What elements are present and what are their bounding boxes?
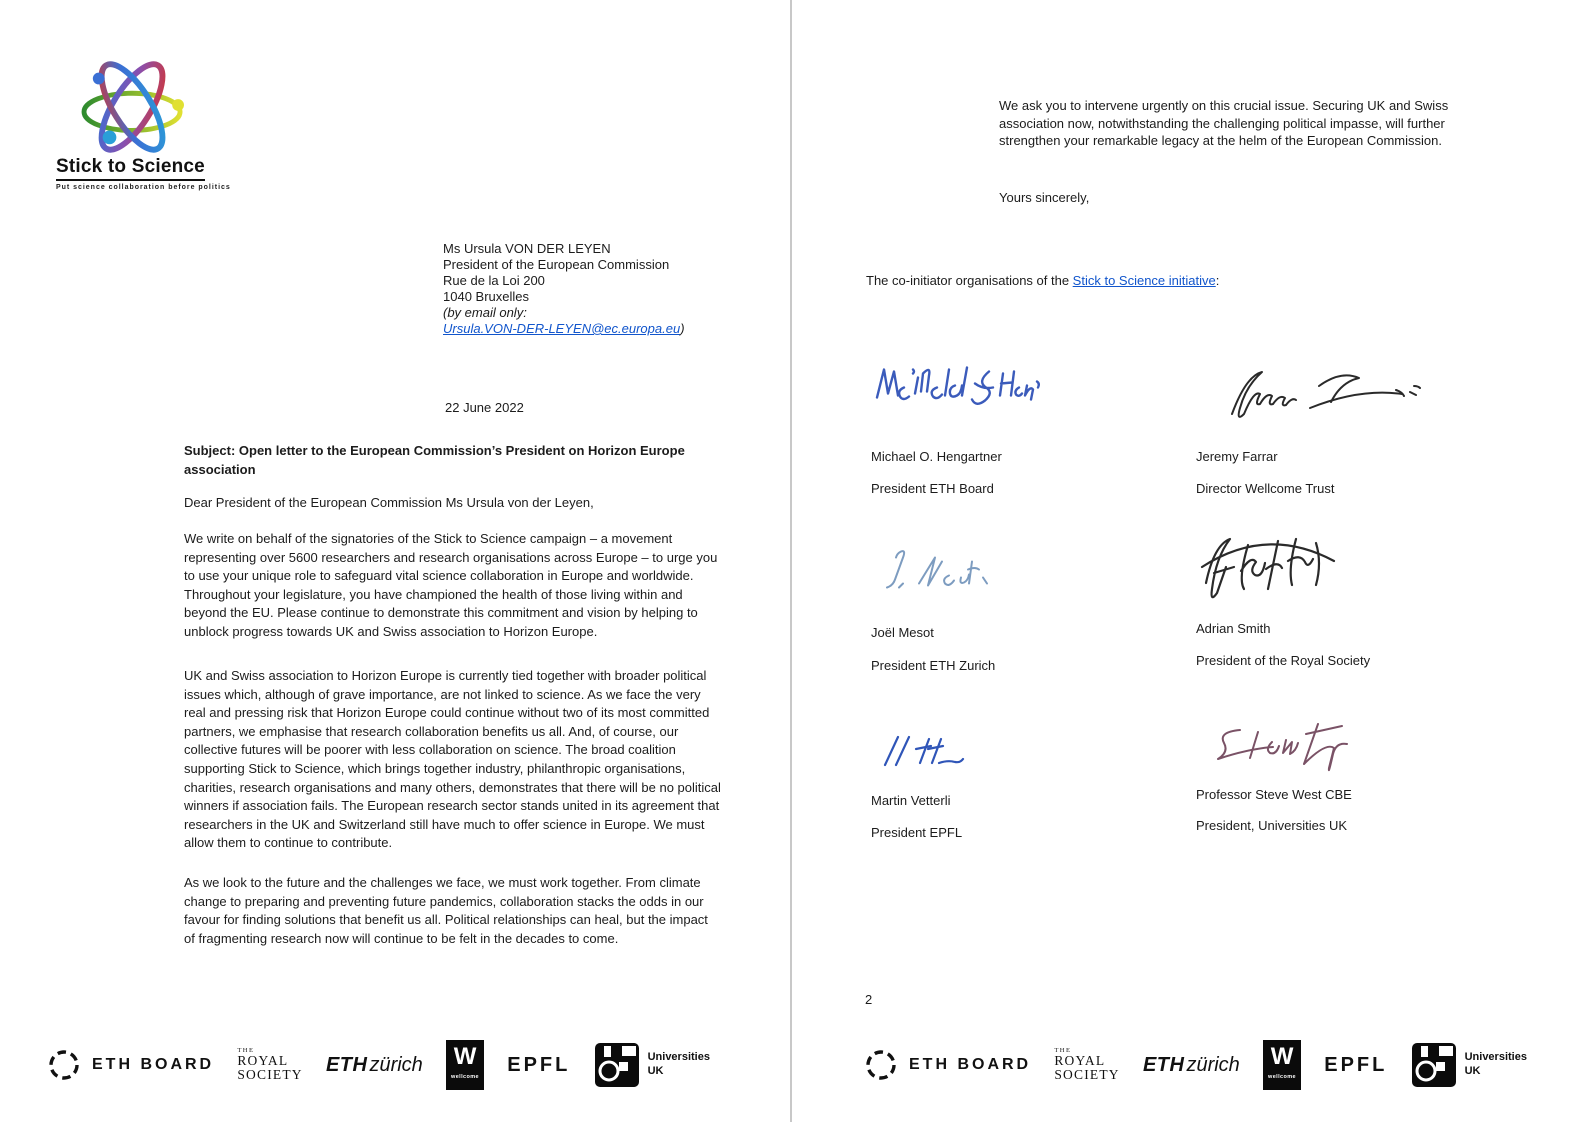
vetterli-signature	[875, 724, 970, 774]
eth-zurich-logo	[1143, 1054, 1240, 1077]
signatory-name: Joël Mesot	[871, 625, 934, 640]
wellcome-icon	[446, 1040, 484, 1090]
eth-board-icon	[46, 1047, 82, 1083]
wellcome-w: W	[453, 1043, 477, 1070]
royal-society-the: THE	[1054, 1046, 1072, 1054]
recipient-street: Rue de la Loi 200	[443, 273, 545, 288]
signatory-title: President, Universities UK	[1196, 818, 1347, 833]
farrar-signature	[1214, 363, 1424, 425]
eth-board-label: ETH BOARD	[92, 1056, 215, 1073]
wellcome-logo	[446, 1040, 484, 1090]
signatory-name: Professor Steve West CBE	[1196, 787, 1352, 802]
signatory-title: President ETH Board	[871, 481, 994, 496]
uk-word: UK	[647, 1065, 664, 1077]
west-signature	[1206, 715, 1361, 775]
recipient-city: 1040 Bruxelles	[443, 289, 529, 304]
eth-zurich-city: zürich	[1186, 1053, 1240, 1076]
signatory-title: President EPFL	[871, 825, 963, 840]
logo-title: Stick to Science	[56, 156, 205, 181]
eth-board-icon	[863, 1047, 899, 1083]
signatory-hengartner	[871, 355, 1201, 496]
yours-sincerely: Yours sincerely,	[999, 190, 1090, 205]
email-line	[443, 321, 685, 337]
royal-society-royal: ROYAL	[1054, 1053, 1106, 1069]
email-note: (by email only:	[443, 305, 527, 320]
universities-uk-icon	[594, 1042, 640, 1088]
letter-date: 22 June 2022	[445, 400, 524, 415]
page-divider	[790, 0, 792, 1122]
signatory-title: President of the Royal Society	[1196, 653, 1371, 668]
eth-board-logo	[863, 1047, 1031, 1083]
eth-zurich-city: zürich	[369, 1053, 423, 1076]
universities-uk-icon	[1411, 1042, 1457, 1088]
wellcome-icon	[1263, 1040, 1301, 1090]
eth-board-label: ETH BOARD	[909, 1056, 1032, 1073]
partner-logos-footer-page1	[46, 1034, 710, 1096]
coinitiator-suffix: :	[1215, 273, 1220, 288]
eth-zurich-eth: ETH	[1142, 1053, 1185, 1076]
universities-uk-logo	[1411, 1042, 1527, 1088]
recipient-name: Ms Ursula VON DER LEYEN	[443, 241, 611, 256]
royal-society-logo	[237, 1048, 302, 1083]
universities-uk-logo	[594, 1042, 710, 1088]
royal-society-society: SOCIETY	[1054, 1067, 1120, 1083]
closing-paragraph: We ask you to intervene urgently on this crucial issue. Securing UK and Swiss association now, notwithstanding the challenging political impasse, will further strengthen your remarkable legacy at the helm of the European Commission.	[999, 98, 1449, 148]
salutation: Dear President of the European Commission Ms Ursula von der Leyen,	[184, 495, 594, 510]
recipient-address	[443, 241, 685, 337]
royal-society-logo	[1054, 1048, 1119, 1083]
signatory-title: Director Wellcome Trust	[1196, 481, 1335, 496]
signatory-mesot	[871, 530, 1201, 673]
body-paragraph-1: We write on behalf of the signatories of the Stick to Science campaign – a movement representing over 5600 researchers and research organisations across Europe – to urge you to use your unique role to safeguard vital science collaboration in Europe and worldwide. Throughout your legislature, you have championed the health of those living within and beyond the EU. Please continue to demonstrate this commitment and vision by helping to unblock progress towards UK and Swiss association to Horizon Europe.	[184, 531, 718, 639]
wellcome-label: wellcome	[1268, 1074, 1297, 1080]
logo-tagline: Put science collaboration before politics	[56, 184, 231, 191]
eth-board-logo	[46, 1047, 214, 1083]
universities-uk-label	[1465, 1051, 1527, 1079]
mesot-signature	[879, 542, 1004, 600]
eth-zurich-logo	[326, 1054, 423, 1077]
signatory-smith	[1196, 525, 1526, 668]
subject-line: Subject: Open letter to the European Commission’s President on Horizon Europe association	[184, 443, 685, 477]
wellcome-logo	[1263, 1040, 1301, 1090]
smith-signature	[1196, 531, 1341, 615]
hengartner-signature	[871, 355, 1041, 430]
email-suffix: )	[680, 321, 685, 336]
epfl-logo: EPFL	[507, 1053, 571, 1076]
recipient-role: President of the European Commission	[443, 257, 670, 272]
epfl-logo: EPFL	[1324, 1053, 1388, 1076]
body-paragraph-2: UK and Swiss association to Horizon Europe is currently tied together with broader political issues which, although of grave importance, are not linked to science. As we face the very real and pressing risk that Horizon Europe could continue without two of its most committed partners, we emphasise that research collaboration benefits us all. And, of course, our collective futures will be poorer with less collaboration on science. The broad coalition supporting Stick to Science, which brings together industry, philanthropic organisations, charities, research organisations and many others, demonstrates that there will be no political winners if association fails. The European research sector stands united in its agreement that researchers in the UK and Switzerland still have much to offer science in Europe. We must allow them to continue to contribute.	[184, 668, 721, 851]
coinitiator-prefix: The co-initiator organisations of the	[866, 273, 1073, 288]
body-paragraph-3: As we look to the future and the challenges we face, we must work together. From climate change to preparing and preventing future pandemics, collaboration stacks the odds in our favour for finding solutions that benefit us all. Political relationships can heal, but the impact of fragmenting research now will continue to be felt in the decades to come.	[184, 875, 708, 946]
partner-logos-footer-page2	[863, 1034, 1527, 1096]
coinitiator-line	[866, 273, 1219, 288]
stick-to-science-logo	[56, 56, 256, 191]
wellcome-label: wellcome	[451, 1074, 480, 1080]
royal-society-society: SOCIETY	[237, 1067, 303, 1083]
stick-to-science-link[interactable]: Stick to Science initiative	[1072, 273, 1216, 288]
signatory-west	[1196, 705, 1526, 833]
uk-word: UK	[1464, 1065, 1481, 1077]
royal-society-royal: ROYAL	[237, 1053, 289, 1069]
signatory-vetterli	[871, 710, 1201, 840]
signatory-farrar	[1196, 355, 1526, 496]
page-number: 2	[865, 992, 873, 1007]
signatory-name: Martin Vetterli	[871, 793, 951, 808]
universities-word: Universities	[1464, 1051, 1527, 1064]
signatory-name: Adrian Smith	[1196, 621, 1271, 636]
signatory-name: Jeremy Farrar	[1196, 449, 1278, 464]
universities-uk-label	[648, 1051, 710, 1079]
signatory-title: President ETH Zurich	[871, 658, 996, 673]
signatory-name: Michael O. Hengartner	[871, 449, 1002, 464]
royal-society-the: THE	[237, 1046, 255, 1054]
recipient-email-link[interactable]: Ursula.VON-DER-LEYEN@ec.europa.eu	[443, 321, 681, 336]
eth-zurich-eth: ETH	[325, 1053, 368, 1076]
wellcome-w: W	[1270, 1043, 1294, 1070]
atom-logo-icon	[70, 56, 198, 154]
universities-word: Universities	[647, 1051, 710, 1064]
